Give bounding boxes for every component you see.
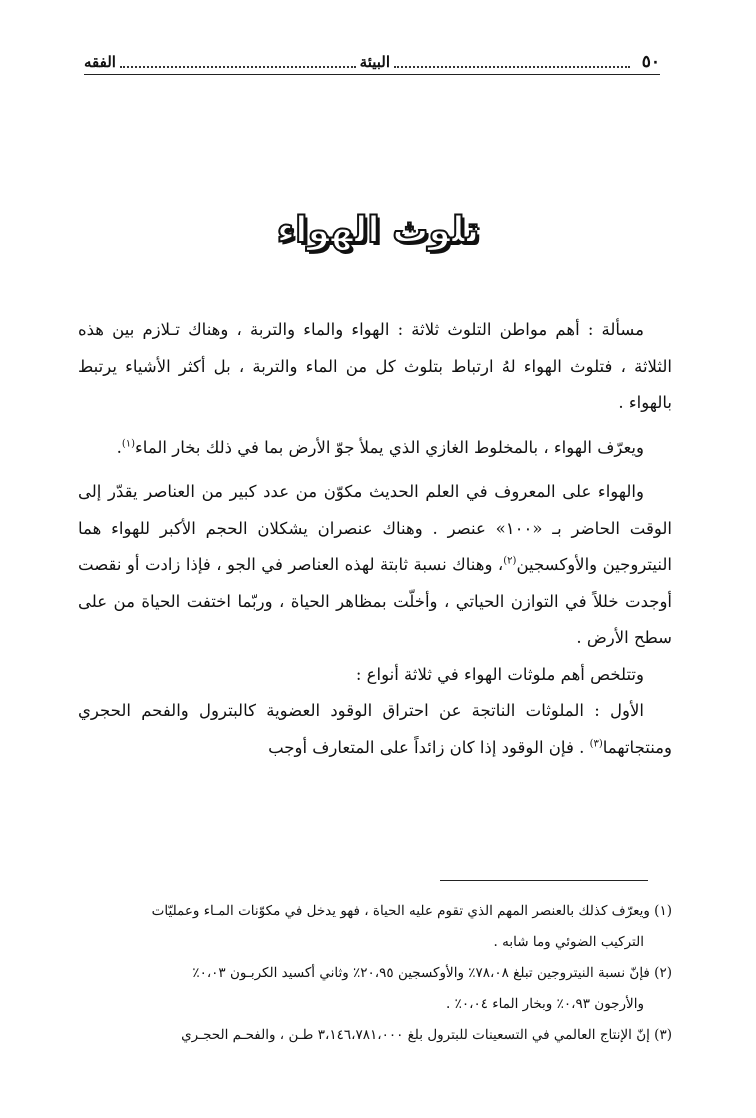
footnote-ref-3: (٣)	[589, 738, 603, 749]
footnote-1: (١) ويعرّف كذلك بالعنصر المهم الذي تقوم عليه الحياة ، فهو يدخل في مكوّنات المـاء وعمليّات	[151, 903, 672, 919]
header-section: البيئة	[359, 53, 391, 71]
footnote-2-continued: والأرجون ٠،٩٣٪ وبخار الماء ٠،٠٤٪ .	[446, 996, 644, 1012]
page-number: ٥٠	[641, 52, 660, 72]
paragraph-5-text-a: الأول : الملوثات الناتجة عن احتراق الوقود العضوية كالبترول والفحم الحجري ومنتجاتهما	[78, 701, 672, 757]
main-text	[78, 312, 672, 766]
footnote-1-continued: التركيب الضوئي وما شابه .	[493, 934, 644, 950]
chapter-title: تلوث الهواء	[276, 210, 480, 251]
paragraph-5	[78, 693, 672, 766]
paragraph-3-text-a: والهواء على المعروف في العلم الحديث مكوّن من عدد كبير من العناصر يقدّر إلى الوقت الحاضر بـ «١٠٠» عنصر . وهناك عنصران يشكلان الحجم الأكبر للهواء هما النيتروجين والأوكسجين	[78, 482, 672, 574]
paragraph-2-text: ويعرّف الهواء ، بالمخلوط الغازي الذي يملأ جوّ الأرض بما في ذلك بخار الماء	[135, 437, 644, 457]
paragraph-3-text-b: ، وهناك نسبة ثابتة لهذه العناصر في الجو ، فإذا زادت أو نقصت أوجدت خللاً في التوازن الحياتي ، وأخلّت بمظاهر الحياة ، وربّما اختفت الحياة من على سطح الأرض .	[78, 555, 672, 647]
paragraph-3	[78, 474, 672, 657]
paragraph-1: مسألة : أهم مواطن التلوث ثلاثة : الهواء والماء والتربة ، وهناك تـلازم بين هذه الثلاثة ، فتلوث الهواء لهُ ارتباط بتلوث كل من الماء والتربة ، بل أكثر الأشياء يرتبط بالهواء .	[78, 320, 672, 412]
footnote-ref-1: (١)	[121, 438, 136, 449]
paragraph-2-end: .	[116, 437, 122, 457]
header-dots-left	[120, 56, 356, 68]
header-dots-right	[394, 56, 630, 68]
footnote-2: (٢) فإنّ نسبة النيتروجين تبلغ ٧٨،٠٨٪ والأوكسجين ٢٠،٩٥٪ وثاني أكسيد الكربـون ٠،٠٣٪	[192, 965, 672, 981]
footnote-ref-2: (٢)	[503, 555, 517, 567]
paragraph-5-text-b: . فإن الوقود إذا كان زائداً على المتعارف أوجب	[268, 737, 585, 757]
running-header	[84, 50, 660, 75]
footnote-separator	[440, 880, 648, 881]
paragraph-2	[78, 430, 672, 467]
footnote-3: (٣) إنّ الإنتاج العالمي في التسعينات للبترول بلغ ٣،١٤٦،٧٨١،٠٠٠ طـن ، والفحـم الحجـري	[181, 1027, 672, 1043]
paragraph-4: وتتلخص أهم ملوثات الهواء في ثلاثة أنواع :	[355, 664, 644, 684]
header-book-title: الفقه	[84, 53, 116, 71]
footnotes	[72, 896, 672, 1051]
